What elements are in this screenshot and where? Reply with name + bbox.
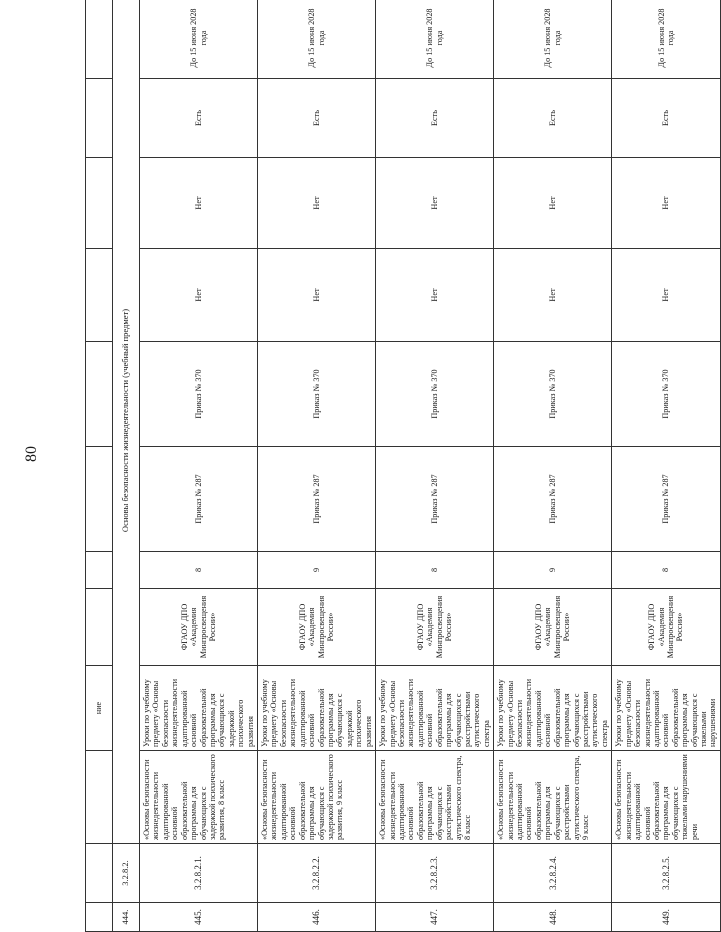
order-1: Приказ № 287 <box>258 447 376 552</box>
lesson-description: Уроки по учебному предмету «Основы безопасности жизнедеятельности адаптированной основной образовательной программы для обучающихся с расстройствами аутистического спектра <box>376 666 494 751</box>
value-2: Нет <box>140 158 258 249</box>
grade: 8 <box>140 552 258 589</box>
row-code: 3.2.8.2. <box>113 844 140 903</box>
value-3: Есть <box>140 79 258 158</box>
value-3: Есть <box>494 79 612 158</box>
developer: ФГАОУ ДПО «Академия Минпросвещения России» <box>376 589 494 666</box>
value-3: Есть <box>612 79 721 158</box>
deadline: До 15 июня 2028 года <box>612 0 721 79</box>
row-index: 445. <box>140 903 258 932</box>
row-code: 3.2.8.2.2. <box>258 844 376 903</box>
table-header-row <box>86 0 113 932</box>
row-code: 3.2.8.2.5. <box>612 844 721 903</box>
order-2: Приказ № 370 <box>494 342 612 447</box>
order-1: Приказ № 287 <box>612 447 721 552</box>
developer: ФГАОУ ДПО «Академия Минпросвещения России» <box>258 589 376 666</box>
rotated-table-sheet <box>85 8 718 932</box>
table-row <box>612 0 721 932</box>
deadline: До 15 июня 2028 года <box>494 0 612 79</box>
table-body <box>140 0 721 932</box>
deadline: До 15 июня 2028 года <box>376 0 494 79</box>
eor-table <box>85 0 721 932</box>
header-fragment: ние <box>86 666 113 751</box>
value-1: Нет <box>376 249 494 342</box>
deadline: До 15 июня 2028 года <box>258 0 376 79</box>
value-1: Нет <box>258 249 376 342</box>
program-name: «Основы безопасности жизнедеятельности адаптированной основной образовательной программы для обучающихся с задержкой психического развития, 9 класс <box>258 751 376 844</box>
developer: ФГАОУ ДПО «Академия Минпросвещения России» <box>612 589 721 666</box>
program-name: «Основы безопасности жизнедеятельности адаптированной основной образовательной программы для обучающихся с тяжелыми нарушениями речи <box>612 751 721 844</box>
lesson-description: Уроки по учебному предмету «Основы безопасности жизнедеятельности адаптированной основной образовательной программы для обучающихся с задержкой психического развития <box>258 666 376 751</box>
section-title: Основы безопасности жизнедеятельности (учебный предмет) <box>113 0 140 844</box>
value-3: Есть <box>376 79 494 158</box>
order-1: Приказ № 287 <box>140 447 258 552</box>
order-1: Приказ № 287 <box>376 447 494 552</box>
value-2: Нет <box>376 158 494 249</box>
order-2: Приказ № 370 <box>376 342 494 447</box>
row-code: 3.2.8.2.3. <box>376 844 494 903</box>
value-2: Нет <box>612 158 721 249</box>
program-name: «Основы безопасности жизнедеятельности адаптированной основной образовательной программы для обучающихся с расстройствами аутистического спектра, 8 класс <box>376 751 494 844</box>
table-row <box>376 0 494 932</box>
lesson-description: Уроки по учебному предмету «Основы безопасности жизнедеятельности адаптированной основной образовательной программы для обучающихся с расстройствами аутистического спектра <box>494 666 612 751</box>
section-row <box>113 0 140 932</box>
order-2: Приказ № 370 <box>612 342 721 447</box>
table-row <box>258 0 376 932</box>
value-1: Нет <box>612 249 721 342</box>
value-3: Есть <box>258 79 376 158</box>
developer: ФГАОУ ДПО «Академия Минпросвещения России» <box>140 589 258 666</box>
page-number: 80 <box>23 446 40 462</box>
table-row <box>494 0 612 932</box>
row-index: 449. <box>612 903 721 932</box>
grade: 8 <box>612 552 721 589</box>
row-code: 3.2.8.2.4. <box>494 844 612 903</box>
grade: 9 <box>258 552 376 589</box>
lesson-description: Уроки по учебному предмету «Основы безопасности жизнедеятельности адаптированной основной образовательной программы для обучающихся с задержкой психического развития <box>140 666 258 751</box>
grade: 8 <box>376 552 494 589</box>
row-index: 444. <box>113 903 140 932</box>
program-name: «Основы безопасности жизнедеятельности адаптированной основной образовательной программы для обучающихся с расстройствами аутистического спектра, 9 класс <box>494 751 612 844</box>
row-index: 446. <box>258 903 376 932</box>
order-2: Приказ № 370 <box>258 342 376 447</box>
table-row <box>140 0 258 932</box>
grade: 9 <box>494 552 612 589</box>
row-index: 447. <box>376 903 494 932</box>
row-index: 448. <box>494 903 612 932</box>
value-2: Нет <box>258 158 376 249</box>
value-1: Нет <box>140 249 258 342</box>
developer: ФГАОУ ДПО «Академия Минпросвещения России» <box>494 589 612 666</box>
program-name: «Основы безопасности жизнедеятельности адаптированной основной образовательной программы для обучающихся с задержкой психического развития, 8 класс <box>140 751 258 844</box>
order-2: Приказ № 370 <box>140 342 258 447</box>
row-code: 3.2.8.2.1. <box>140 844 258 903</box>
lesson-description: Уроки по учебному предмету «Основы безопасности жизнедеятельности адаптированной основной образовательной программы для обучающихся с тяжелыми нарушениями <box>612 666 721 751</box>
value-2: Нет <box>494 158 612 249</box>
order-1: Приказ № 287 <box>494 447 612 552</box>
value-1: Нет <box>494 249 612 342</box>
deadline: До 15 июня 2028 года <box>140 0 258 79</box>
